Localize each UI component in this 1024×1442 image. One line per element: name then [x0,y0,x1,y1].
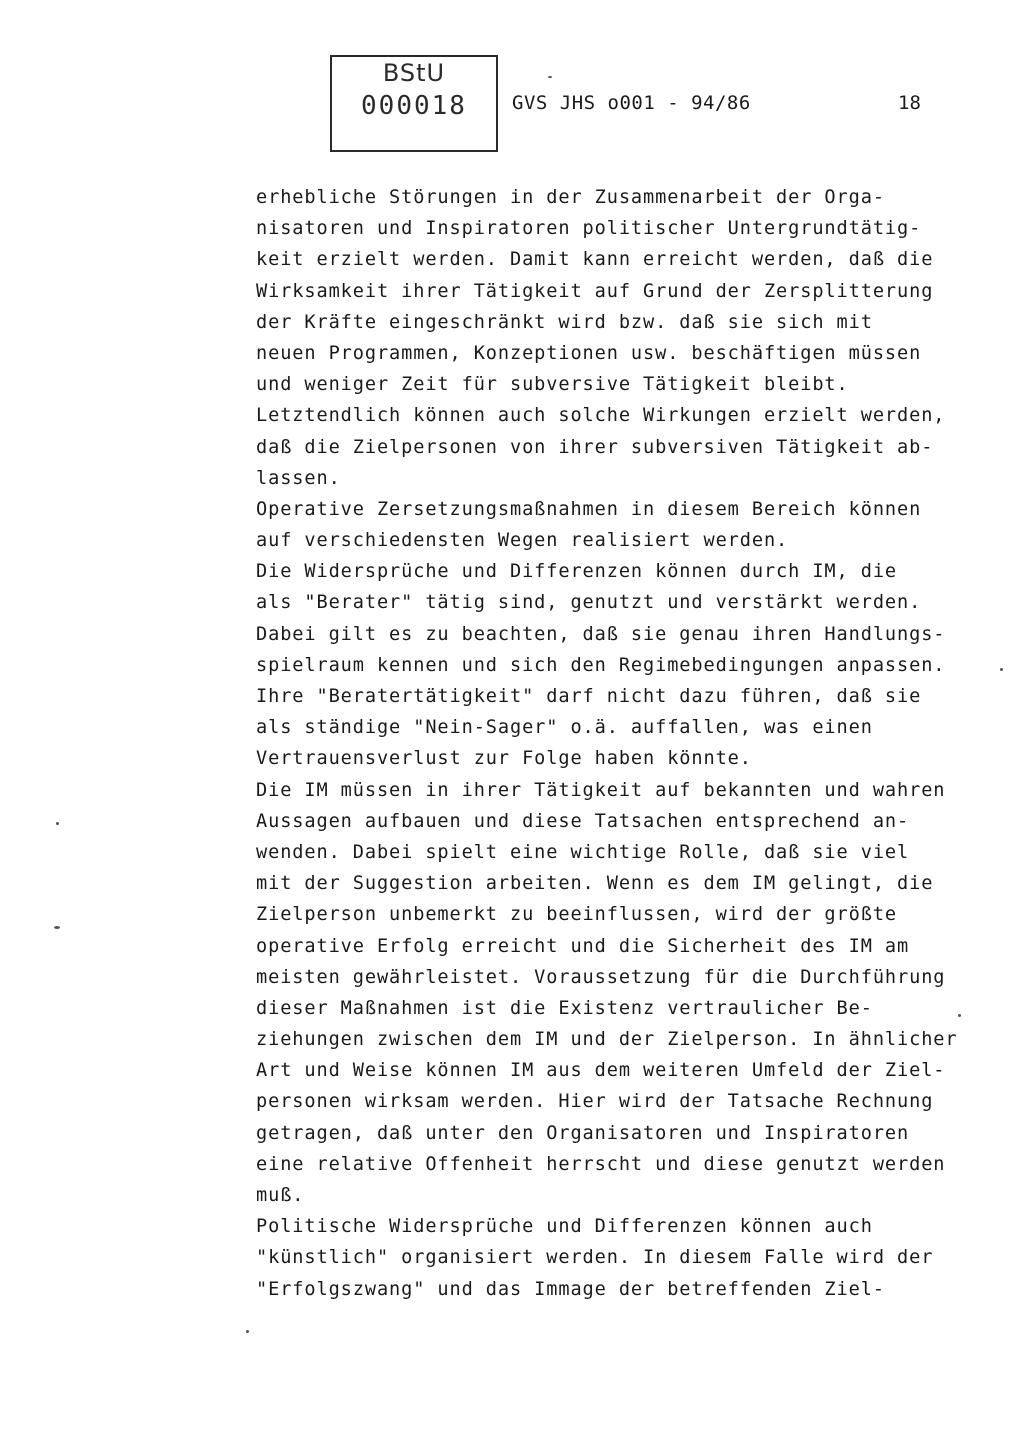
text-line: meisten gewährleistet. Voraussetzung für die Durchführung [256,966,946,988]
text-line: Art und Weise können IM aus dem weiteren Umfeld der Ziel- [256,1060,946,1082]
text-line: neuen Programmen, Konzeptionen usw. beschäftigen müssen [256,342,922,364]
text-line: personen wirksam werden. Hier wird der Tatsache Rechnung [256,1091,934,1113]
scan-speck [1000,668,1003,671]
text-line: muß. [256,1185,305,1206]
text-line: als "Berater" tätig sind, genutzt und verstärkt werden. [256,592,922,614]
text-line: getragen, daß unter den Organisatoren und Inspiratoren [256,1122,910,1144]
text-line: operative Erfolg erreicht und die Sicherheit des IM am [256,935,910,957]
text-line: Operative Zersetzungsmaßnahmen in diesem Bereich können [256,498,922,520]
document-reference: GVS JHS o001 - 94/86 [512,92,751,114]
text-line: lassen. [256,467,341,489]
text-line: Ihre "Beratertätigkeit" darf nicht dazu führen, daß sie [256,686,922,707]
text-line: Vertrauensverlust zur Folge haben könnte. [256,748,752,770]
text-line: und weniger Zeit für subversive Tätigkeit bleibt. [256,374,849,396]
page-number: 18 [898,92,921,114]
text-line: Die Widersprüche und Differenzen können durch IM, die [256,561,898,583]
text-line: Die IM müssen in ihrer Tätigkeit auf bekannten und wahren [256,779,946,801]
text-line: daß die Zielpersonen von ihrer subversiven Tätigkeit ab- [256,436,934,458]
scan-speck [54,926,60,929]
text-line: "künstlich" organisiert werden. In diesem Falle wird der [256,1247,934,1269]
text-line: keit erzielt werden. Damit kann erreicht werden, daß die [256,249,934,271]
scan-speck [548,76,552,78]
text-line: Aussagen aufbauen und diese Tatsachen entsprechend an- [256,810,910,832]
text-line: Dabei gilt es zu beachten, daß sie genau ihren Handlungs- [256,623,946,645]
text-line: eine relative Offenheit herrscht und diese genutzt werden [256,1153,946,1175]
text-line: mit der Suggestion arbeiten. Wenn es dem IM gelingt, die [256,873,934,895]
stamp-agency: BStU [382,59,446,87]
stamp-number: 000018 [361,91,467,121]
text-line: auf verschiedensten Wegen realisiert werden. [256,530,789,552]
text-line: der Kräfte eingeschränkt wird bzw. daß sie sich mit [256,311,873,333]
text-line: ziehungen zwischen dem IM und der Zielperson. In ähnlicher [256,1029,958,1051]
text-line: erhebliche Störungen in der Zusammenarbeit der Orga- [256,187,885,208]
text-line: als ständige "Nein-Sager" o.ä. auffallen, was einen [256,717,873,739]
scan-speck [958,1014,961,1017]
text-line: "Erfolgszwang" und das Immage der betreffenden Ziel- [256,1278,885,1300]
text-line: dieser Maßnahmen ist die Existenz vertraulicher Be- [256,997,873,1019]
body-text [256,182,996,1305]
text-line: wenden. Dabei spielt eine wichtige Rolle, daß sie viel [256,841,910,863]
scan-speck [56,822,59,825]
text-line: Letztendlich können auch solche Wirkungen erzielt werden, [256,405,946,427]
text-line: Politische Widersprüche und Differenzen können auch [256,1216,873,1238]
archive-stamp [330,55,498,152]
text-line: Zielperson unbemerkt zu beeinflussen, wird der größte [256,904,898,926]
text-line: spielraum kennen und sich den Regimebedingungen anpassen. [256,654,946,676]
scan-speck [246,1330,249,1333]
text-line: nisatoren und Inspiratoren politischer Untergrundtätig- [256,218,922,240]
text-line: Wirksamkeit ihrer Tätigkeit auf Grund der Zersplitterung [256,280,934,302]
